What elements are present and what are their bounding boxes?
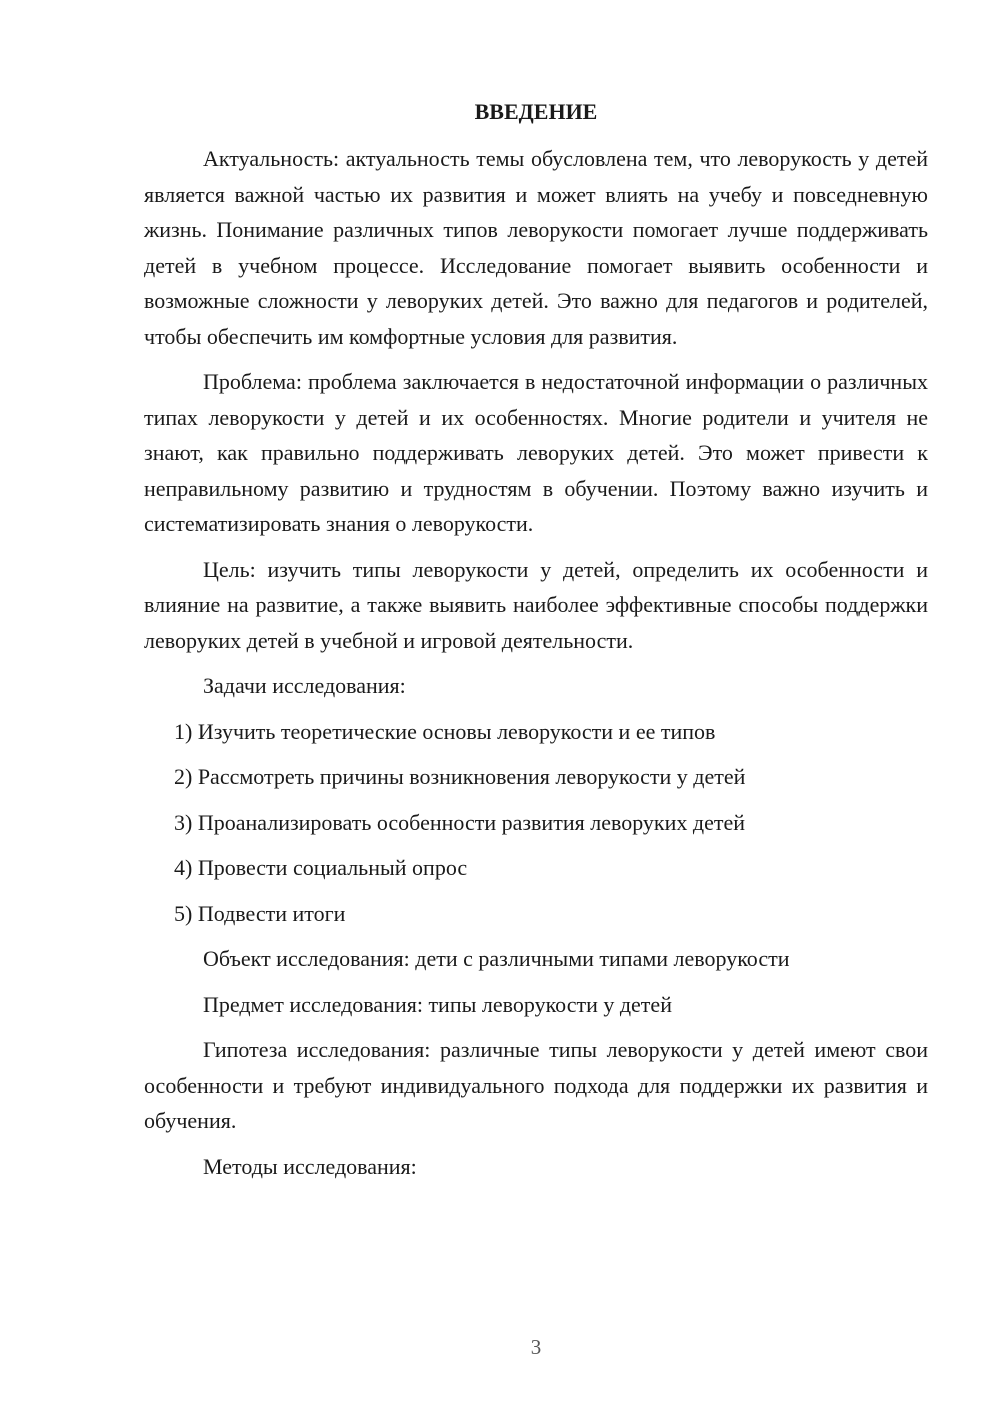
research-object: Объект исследования: дети с различными типами леворукости [203,946,790,971]
list-item: 1) Изучить теоретические основы леворукости и ее типов [174,718,716,744]
page-content [144,94,928,1194]
list-item: 2) Рассмотреть причины возникновения леворукости у детей [174,764,746,789]
list-item: 5) Подвести итоги [174,900,346,926]
tasks-list [144,714,928,932]
page-title: ВВЕДЕНИЕ [474,99,598,124]
methods-heading: Методы исследования: [203,1153,417,1179]
research-subject: Предмет исследования: типы леворукости у детей [203,991,672,1017]
page-number: 3 [530,1335,542,1359]
research-hypothesis: Гипотеза исследования: различные типы леворукости у детей имеют свои особенности и требуют индивидуального подхода для поддержки их развития и обучения. [144,1037,928,1133]
problem-paragraph: Проблема: проблема заключается в недостаточной информации о различных типах леворукости у детей и их особенностях. Многие родители и учителя не знают, как правильно поддерживать леворуких детей. Это может привести к неправильному развитию и трудностям в обучении. Поэтому важно изучить и систематизировать знания о леворукости. [144,369,928,536]
relevance-paragraph: Актуальность: актуальность темы обусловлена тем, что леворукость у детей является важной частью их развития и может влиять на учебу и повседневную жизнь. Понимание различных типов леворукости помогает лучше поддерживать детей в учебном процессе. Исследование помогает выявить особенности и возможные сложности у леворуких детей. Это важно для педагогов и родителей, чтобы обеспечить им комфортные условия для развития. [144,146,928,349]
list-item: 3) Проанализировать особенности развития леворуких детей [174,809,745,835]
tasks-heading: Задачи исследования: [203,673,406,698]
list-item: 4) Провести социальный опрос [174,855,468,880]
goal-paragraph: Цель: изучить типы леворукости у детей, определить их особенности и влияние на развитие, а также выявить наиболее эффективные способы поддержки леворуких детей в учебной и игровой деятельности. [144,556,928,653]
